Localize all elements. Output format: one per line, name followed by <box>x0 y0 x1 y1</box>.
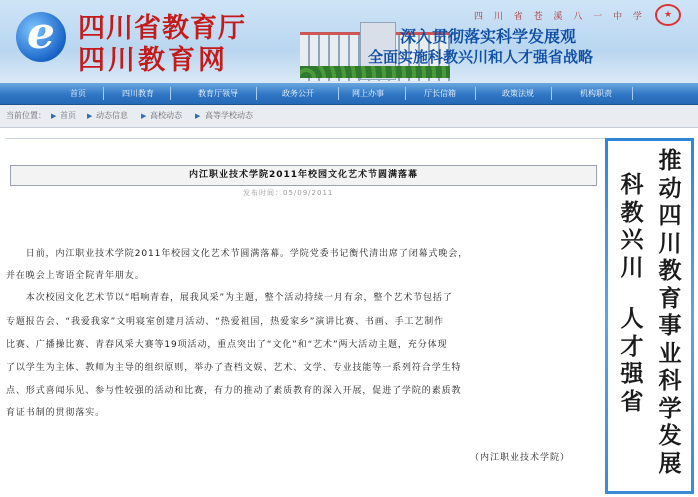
article-title: 内江职业技术学院2011年校园文化艺术节圆满落幕 <box>188 170 419 180</box>
side-promo-banner[interactable] <box>605 138 694 494</box>
nav-separator <box>170 87 171 100</box>
side-slogan-part2: 人才强省 <box>620 305 644 415</box>
side-slogan-column1: 推动四川教育事业科学发展 <box>658 147 682 477</box>
breadcrumb-arrow-icon: ▶ <box>195 112 201 120</box>
nav-item-home[interactable]: 首页 <box>70 89 86 98</box>
breadcrumb-label: 当前位置： <box>6 111 46 120</box>
nav-item-policy[interactable]: 政策法规 <box>502 89 534 98</box>
breadcrumb-university-news[interactable]: 高等学校动态 <box>205 111 253 120</box>
header-banner <box>0 0 698 83</box>
publish-date: 发布时间：05/09/2011 <box>243 189 334 197</box>
breadcrumb-arrow-icon: ▶ <box>141 112 147 120</box>
breadcrumb-home[interactable]: 首页 <box>60 111 76 120</box>
article-line: 了以学生为主体、教师为主导的组织原则，举办了查档文娱、艺术、文学、专业技能等一系列符合学生特 <box>6 363 462 373</box>
content-divider <box>6 138 694 139</box>
article-title-box <box>10 165 597 186</box>
nav-separator <box>632 87 633 100</box>
nav-separator <box>551 87 552 100</box>
article-source: （内江职业技术学院） <box>470 453 571 463</box>
slogan-line1: 深入贯彻落实科学发展观 <box>400 27 577 46</box>
school-emblem-icon: ★ <box>655 4 681 26</box>
nav-separator <box>256 87 257 100</box>
nav-item-leaders[interactable]: 教育厅领导 <box>198 89 238 98</box>
breadcrumb-dynamic-info[interactable]: 动态信息 <box>96 111 128 120</box>
breadcrumb <box>0 105 698 128</box>
site-logo-letter: e <box>27 8 55 59</box>
nav-separator <box>338 87 339 100</box>
nav-separator <box>475 87 476 100</box>
breadcrumb-college-news[interactable]: 高校动态 <box>150 111 182 120</box>
article-line: 专题报告会、“我爱我家”文明寝室创建月活动、“热爱祖国，热爱家乡”演讲比赛、书画、手工艺制作 <box>6 317 445 327</box>
nav-item-online[interactable]: 网上办事 <box>352 89 384 98</box>
main-nav <box>0 83 698 105</box>
article-line: 点、形式喜闻乐见、参与性较强的活动和比赛，有力的推动了素质教育的深入开展，促进了学院的素质教 <box>6 386 462 396</box>
nav-item-mailbox[interactable]: 厅长信箱 <box>424 89 456 98</box>
nav-separator <box>103 87 104 100</box>
side-slogan-part1: 科教兴川 <box>620 171 644 281</box>
site-title-line2: 四川教育网 <box>78 45 228 76</box>
site-title-line1: 四川省教育厅 <box>78 13 246 44</box>
nav-item-sichuan-edu[interactable]: 四川教育 <box>122 89 154 98</box>
nav-separator <box>405 87 406 100</box>
nav-item-agencies[interactable]: 机构职责 <box>580 89 612 98</box>
school-name: 四 川 省 苍 溪 八 一 中 学 <box>474 12 646 22</box>
article-line: 日前，内江职业技术学院2011年校园文化艺术节圆满落幕。学院党委书记衡代清出席了闭幕式晚会， <box>6 249 469 259</box>
article-line: 育证书制的贯彻落实。 <box>6 408 106 418</box>
nav-item-gov-affairs[interactable]: 政务公开 <box>282 89 314 98</box>
breadcrumb-arrow-icon: ▶ <box>87 112 93 120</box>
side-promo-inner <box>608 141 691 491</box>
article-line: 本次校园文化艺术节以“唱响青春，展我风采”为主题，整个活动持续一月有余，整个艺术节包括了 <box>6 293 453 303</box>
side-slogan-column2 <box>614 171 650 415</box>
breadcrumb-arrow-icon: ▶ <box>51 112 57 120</box>
article-line: 比赛、广播操比赛、青春风采大赛等19项活动，重点突出了“文化”和“艺术”两大活动主题，充分体现 <box>6 340 448 350</box>
article-line: 并在晚会上寄语全院青年朋友。 <box>6 271 145 281</box>
slogan-line2: 全面实施科教兴川和人才强省战略 <box>368 48 594 66</box>
